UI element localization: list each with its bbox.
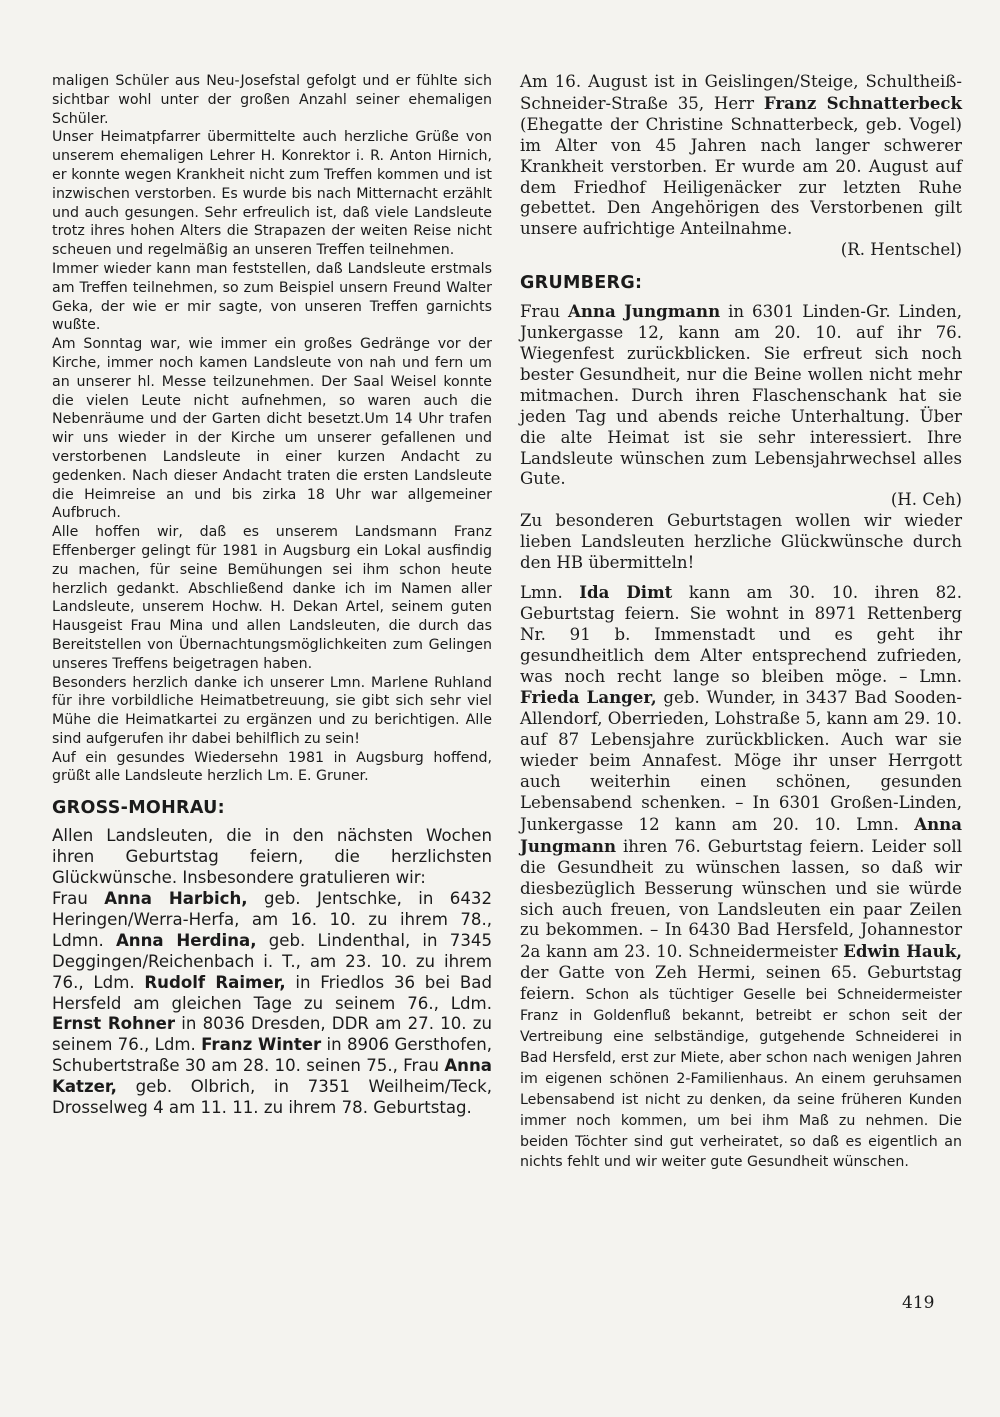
paragraph: Allen Landsleuten, die in den nächsten Wochen ihren Geburtstag feiern, die herzlichsten Glückwünsche. Insbesondere gratulieren wir: xyxy=(52,826,492,888)
paragraph: Frau Anna Jungmann in 6301 Linden-Gr. Linden, Junkergasse 12, kann am 20. 10. auf ihr 76. Wiegenfest zurückblicken. Sie erfreut sich noch bester Gesundheit, nur die Beine wollen nicht mehr mitmachen. Durch ihren Flaschenschank hat sie jeden Tag und abends reiche Unterhaltung. Über die alte Heimat ist sie sehr interessiert. Ihre Landsleute wünschen zum Lebensjahrwechsel alles Gute. xyxy=(520,301,962,489)
paragraph: Unser Heimatpfarrer übermittelte auch herzliche Grüße von unserem ehemaligen Lehrer H. Konrektor i. R. Anton Hirnich, er konnte wegen Krankheit nicht zum Treffen kommen und ist inzwischen verstorben. Es wurde bis nach Mitternacht erzählt und auch gesungen. Sehr erfreulich ist, daß viele Landsleute trotz ihres hohen Alters die Strapazen der weiten Reise nicht scheuen und regelmäßig an unseren Treffen teilnehmen. xyxy=(52,129,492,259)
paragraph: Am Sonntag war, wie immer ein großes Gedränge vor der Kirche, immer noch kamen Landsleute von nah und fern um an unserer hl. Messe teilzunehmen. Der Saal Weisel konnte die vielen Leute nicht aufnehmen, so waren auch die Nebenräume und der Garten dicht besetzt.Um 14 Uhr trafen wir uns wieder in der Kirche um unserer gefallenen und verstorbenen Landsleute in einer kurzen Andacht zu gedenken. Nach dieser Andacht traten die ersten Landsleute die Heimreise an und bis zirka 18 Uhr war allgemeiner Aufbruch. xyxy=(52,336,492,522)
left-column xyxy=(52,72,492,1119)
author-signature: (H. Ceh) xyxy=(890,490,962,510)
page-number: 419 xyxy=(902,1293,935,1313)
person-name: Anna Jungmann xyxy=(520,813,962,856)
birthday-list: Lmn. Ida Dimt kann am 30. 10. ihren 82. Geburtstag feiern. Sie wohnt in 8971 Rettenberg Nr. 91 b. Immenstadt und es geht ihr gesundheitlich dem Alter entsprechend zufrieden, was noch recht lange so bleiben möge. – Lmn. Frieda Langer, geb. Wunder, in 3437 Bad Sooden-Allendorf, Oberrieden, Lohstraße 5, kann am 29. 10. auf 87 Lebensjahre zurückblicken. Auch war sie wieder beim Annafest. Möge ihr unser Herrgott auch weiterhin einen schönen, gesunden Lebensabend schenken. – In 6301 Großen-Linden, Junkergasse 12 kann am 20. 10. Lmn. Anna Jungmann ihren 76. Geburtstag feiern. Leider soll die Gesundheit zu wünschen lassen, so daß wir diesbezüglich Besserung wünschen und sie würde sich auch freuen, von Landsleuten ein paar Zeilen zu bekommen. – In 6430 Bad Hersfeld, Johannestor 2a kann am 23. 10. Schneidermeister Edwin Hauk, der Gatte von Zeh Hermi, seinen 65. Geburtstag feiern. Schon als tüchtiger Geselle bei Schneidermeister Franz in Goldenfluß bekannt, betreibt er schon seit der Vertreibung eine selbständige, gutgehende Schneiderei in Bad Hersfeld, erst zur Miete, aber schon nach wenigen Jahren im eigenen schönen 2-Familienhaus. An einem geruhsamen Lebensabend ist nicht zu denken, da seine früheren Kunden immer noch kommen, um bei ihm Maß zu nehmen. Die beiden Töchter sind gut verheiratet, so daß es eigentlich an nichts fehlt und wir weiter gute Gesundheit wünschen. xyxy=(520,581,963,1171)
paragraph: Auf ein gesundes Wiedersehn 1981 in Augsburg hoffend, grüßt alle Landsleute herzlich Lm. E. Gruner. xyxy=(52,749,492,785)
small-print-continuation: Schon als tüchtiger Geselle bei Schneidermeister Franz in Goldenfluß bekannt, betreibt er schon seit der Vertreibung eine selbständige, gutgehende Schneiderei in Bad Hersfeld, erst zur Miete, aber schon nach wenigen Jahren im eigenen schönen 2-Familienhaus. An einem geruhsamen Lebensabend ist nicht zu denken, da seine früheren Kunden immer noch kommen, um bei ihm Maß zu nehmen. Die beiden Töchter sind gut verheiratet, so daß es eigentlich an nichts fehlt und wir weiter gute Gesundheit wünschen. xyxy=(520,987,962,1171)
paragraph: Zu besonderen Geburtstagen wollen wir wieder lieben Landsleuten herzliche Glückwünsche durch den HB übermitteln! xyxy=(520,511,962,573)
author-signature: (R. Hentschel) xyxy=(840,240,962,260)
section-heading-grumberg: GRUMBERG: xyxy=(520,273,643,294)
person-name: Anna Jungmann xyxy=(567,301,721,322)
person-name: Ernst Rohner xyxy=(52,1014,176,1034)
paragraph: Immer wieder kann man feststellen, daß Landsleute erstmals am Treffen teilnehmen, so zum Beispiel unsern Freund Walter Geka, der wie er mir sagte, von unseren Treffen garnichts wußte. xyxy=(52,260,492,334)
person-name: Anna Herdina, xyxy=(115,930,257,950)
person-name: Franz Schnatterbeck xyxy=(763,92,963,113)
person-name: Edwin Hauk, xyxy=(843,941,962,962)
paragraph: maligen Schüler aus Neu-Josefstal gefolgt und er fühlte sich sichtbar wohl unter der großen Anzahl seiner ehemaligen Schüler. xyxy=(52,73,492,127)
section-heading-gross-mohrau: GROSS-MOHRAU: xyxy=(52,798,225,819)
right-column xyxy=(520,72,962,1172)
person-name: Ida Dimt xyxy=(579,581,673,602)
person-name: Anna Katzer, xyxy=(52,1056,492,1097)
paragraph: Besonders herzlich danke ich unserer Lmn. Marlene Ruhland für ihre vorbildliche Heimatbetreuung, sie gibt sich sehr viel Mühe die Heimatkartei zu ergänzen und zu berichtigen. Alle sind aufgerufen ihr dabei behilflich zu sein! xyxy=(52,674,492,747)
person-name: Franz Winter xyxy=(201,1035,322,1055)
person-name: Anna Harbich, xyxy=(104,889,248,908)
person-name: Rudolf Raimer, xyxy=(144,972,286,992)
obituary-paragraph: Am 16. August ist in Geislingen/Steige, Schultheiß-Schneider-Straße 35, Herr Franz Schnatterbeck (Ehegatte der Christine Schnatterbeck, geb. Vogel) im Alter von 45 Jahren nach langer schwerer Krankheit verstorben. Er wurde am 20. August auf dem Friedhof Heiligenäcker zur letzten Ruhe gebettet. Den Angehörigen des Verstorbenen gilt unsere aufrichtige Anteilnahme. xyxy=(520,72,963,239)
birthday-list: Frau Anna Harbich, geb. Jentschke, in 6432 Heringen/Werra-Herfa, am 16. 10. zu ihrem 78., Ldmn. Anna Herdina, geb. Lindenthal, in 7345 Deggingen/Reichenbach i. T., am 23. 10. zu ihrem 76., Ldm. Rudolf Raimer, in Friedlos 36 bei Bad Hersfeld am gleichen Tage zu seinem 76., Ldm. Ernst Rohner in 8036 Dresden, DDR am 27. 10. zu seinem 76., Ldm. Franz Winter in 8906 Gersthofen, Schubertstraße 30 am 28. 10. seinen 75., Frau Anna Katzer, geb. Olbrich, in 7351 Weilheim/Teck, Drosselweg 4 am 11. 11. zu ihrem 78. Geburtstag. xyxy=(52,889,493,1118)
paragraph: Alle hoffen wir, daß es unserem Landsmann Franz Effenberger gelingt für 1981 in Augsburg ein Lokal ausfindig zu machen, für seine Bemühungen sei ihm schon heute herzlich gedankt. Abschließend danke ich im Namen aller Landsleute, unserem Hochw. H. Dekan Artel, seinem guten Hausgeist Frau Mina und allen Landsleuten, die durch das Bereitstellen von Übernachtungsmöglichkeiten zum Gelingen unseres Treffens beigetragen haben. xyxy=(52,524,492,672)
person-name: Frieda Langer, xyxy=(520,687,657,708)
